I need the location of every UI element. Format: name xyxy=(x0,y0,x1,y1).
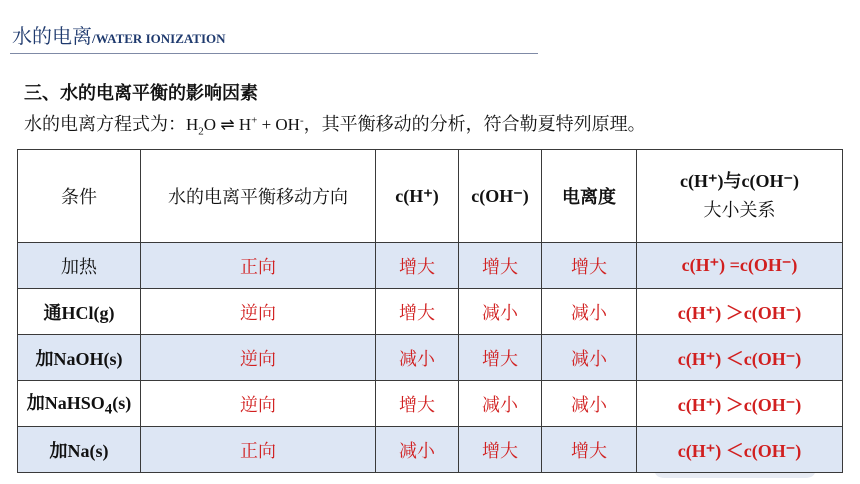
eq-arrow: ⇌ xyxy=(216,115,239,134)
header-relation xyxy=(637,150,843,243)
cell-relation: c(H⁺) =c(OH⁻) xyxy=(637,243,843,289)
table-row xyxy=(18,335,843,381)
equation-formula xyxy=(186,114,304,138)
table-row xyxy=(18,427,843,473)
cell-condition-sub: 4 xyxy=(104,401,113,418)
ionization-equation xyxy=(24,110,646,137)
cell-degree: 减小 xyxy=(542,381,637,427)
eq-plus: + xyxy=(257,115,276,134)
eq-hplus: H xyxy=(238,115,252,134)
cell-condition: 通HCl(g) xyxy=(18,289,141,335)
header-degree: 电离度 xyxy=(542,150,637,243)
cell-degree: 减小 xyxy=(542,289,637,335)
ionization-factor-table xyxy=(17,149,843,473)
cell-coh: 增大 xyxy=(459,243,542,289)
cell-degree: 减小 xyxy=(542,335,637,381)
cell-direction: 逆向 xyxy=(141,289,376,335)
header-condition: 条件 xyxy=(18,150,141,243)
cell-direction: 正向 xyxy=(141,243,376,289)
cell-ch: 增大 xyxy=(376,289,459,335)
cell-condition: 加Na(s) xyxy=(18,427,141,473)
cell-ch: 增大 xyxy=(376,243,459,289)
cell-ch: 增大 xyxy=(376,381,459,427)
table-row xyxy=(18,289,843,335)
cell-direction: 正向 xyxy=(141,427,376,473)
table-row xyxy=(18,243,843,289)
eq-oh: OH xyxy=(275,115,300,134)
cell-condition: 加NaOH(s) xyxy=(18,335,141,381)
header-relation-line2: 大小关系 xyxy=(703,200,776,221)
header-divider xyxy=(10,53,538,54)
cell-condition xyxy=(18,381,141,427)
header-ch: c(H⁺) xyxy=(376,150,459,243)
cell-direction: 逆向 xyxy=(141,335,376,381)
cell-condition-suffix: (s) xyxy=(112,392,132,413)
cell-coh: 增大 xyxy=(459,427,542,473)
header-relation-line1: c(H⁺)与c(OH⁻) xyxy=(680,171,799,191)
eq-plus-sup: + xyxy=(251,114,258,127)
cell-coh: 减小 xyxy=(459,381,542,427)
table-row xyxy=(18,381,843,427)
cell-ch: 减小 xyxy=(376,427,459,473)
cell-relation: c(H⁺) ＞c(OH⁻) xyxy=(637,381,843,427)
header-title xyxy=(12,20,226,49)
cell-relation: c(H⁺) ＞c(OH⁻) xyxy=(637,289,843,335)
header-title-cn: 水的电离 xyxy=(12,24,92,48)
eq-h: H xyxy=(186,115,199,134)
cell-relation: c(H⁺) ＜c(OH⁻) xyxy=(637,427,843,473)
cell-coh: 增大 xyxy=(459,335,542,381)
cell-ch: 减小 xyxy=(376,335,459,381)
table-header-row xyxy=(18,150,843,243)
header-title-en: /WATER IONIZATION xyxy=(92,31,226,46)
equation-prefix: 水的电离方程式为： xyxy=(24,114,186,135)
eq-sub-2: 2 xyxy=(198,125,204,138)
cell-condition-prefix: 加NaHSO xyxy=(26,392,105,413)
header-coh: c(OH⁻) xyxy=(459,150,542,243)
eq-minus-sup: - xyxy=(299,114,304,127)
cell-coh: 减小 xyxy=(459,289,542,335)
cell-degree: 增大 xyxy=(542,243,637,289)
cell-direction: 逆向 xyxy=(141,381,376,427)
header-direction: 水的电离平衡移动方向 xyxy=(141,150,376,243)
equation-suffix: ，其平衡移动的分析，符合勒夏特列原理。 xyxy=(303,114,646,135)
cell-degree: 增大 xyxy=(542,427,637,473)
cell-condition: 加热 xyxy=(18,243,141,289)
cell-relation: c(H⁺) ＜c(OH⁻) xyxy=(637,335,843,381)
eq-o: O xyxy=(203,115,217,134)
section-title: 三、水的电离平衡的影响因素 xyxy=(24,83,258,104)
